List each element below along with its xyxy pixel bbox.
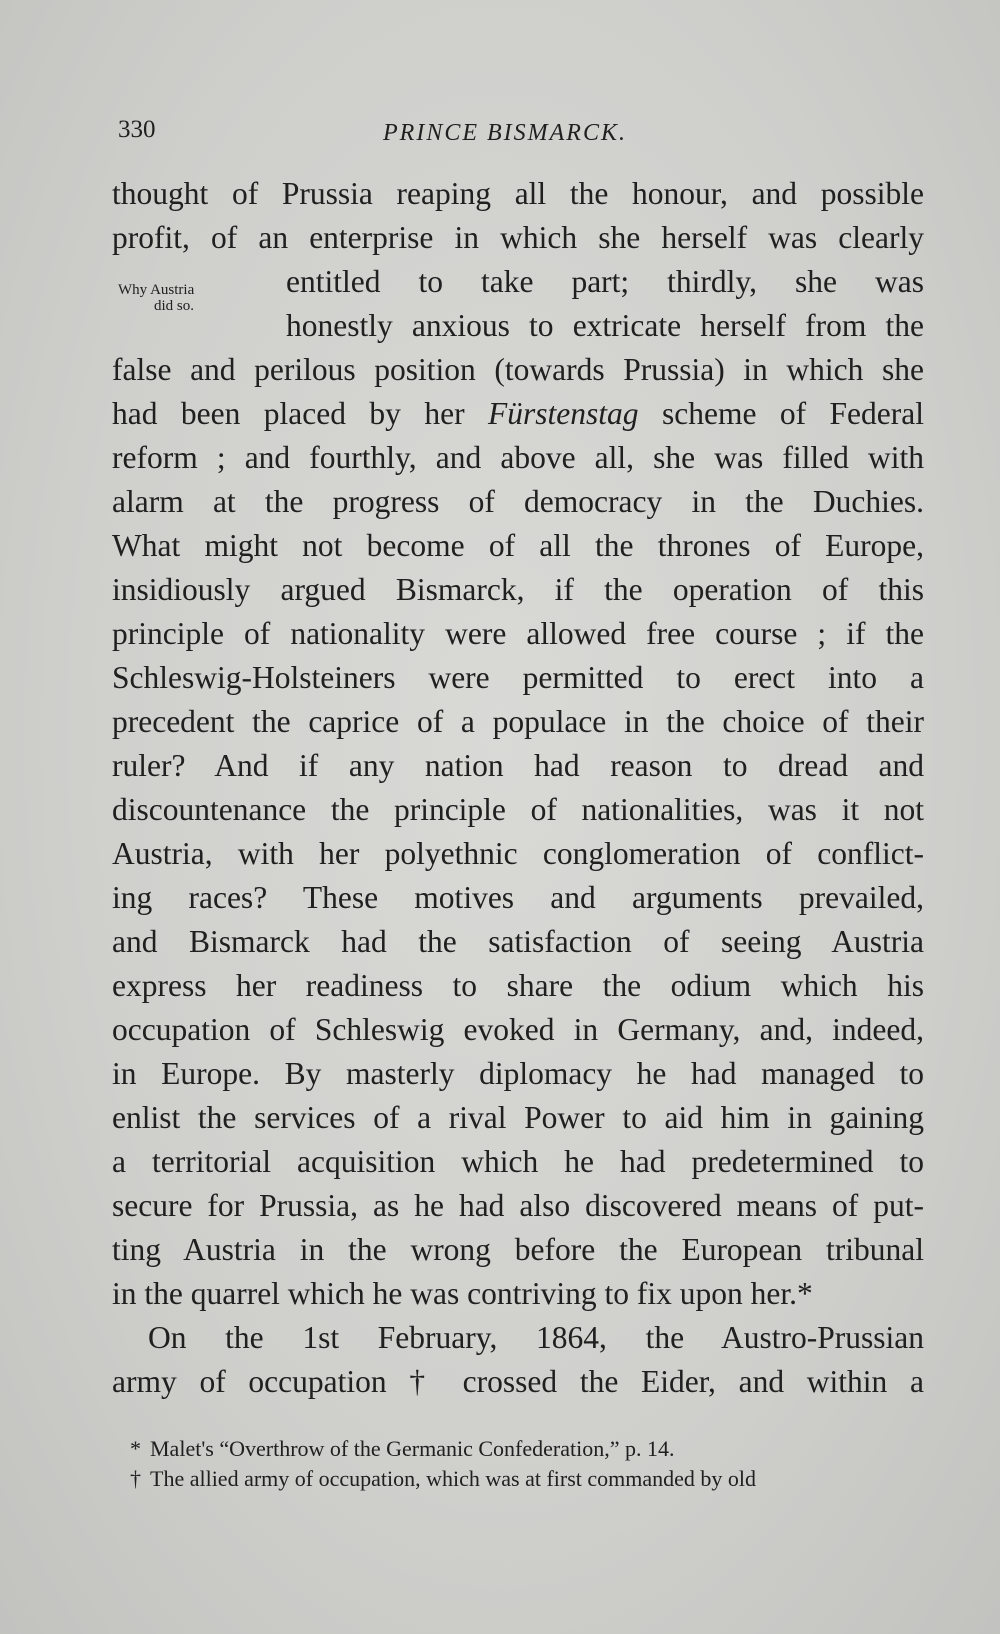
footnote bbox=[130, 1434, 910, 1464]
footnote-text: The allied army of occupation, which was at first commanded by old bbox=[150, 1466, 757, 1491]
text-line: secure for Prussia, as he had also discovered means of put- bbox=[112, 1188, 924, 1223]
margin-note-line: did so. bbox=[154, 298, 195, 314]
footnote bbox=[130, 1464, 910, 1494]
text-fragment: scheme of Federal bbox=[661, 396, 924, 431]
text-line: insidiously argued Bismarck, if the operation of this bbox=[112, 572, 924, 607]
text-line: ruler? And if any nation had reason to dread and bbox=[112, 748, 924, 783]
text-line: principle of nationality were allowed free course ; if the bbox=[112, 616, 924, 651]
text-line: Austria, with her polyethnic conglomeration of conflict- bbox=[112, 836, 924, 871]
text-line: honestly anxious to extricate herself from the bbox=[286, 308, 924, 343]
text-line: ting Austria in the wrong before the European tribunal bbox=[112, 1232, 924, 1267]
body-text bbox=[112, 172, 924, 1404]
text-line: a territorial acquisition which he had predetermined to bbox=[112, 1144, 924, 1179]
text-line: discountenance the principle of nationalities, was it not bbox=[112, 792, 924, 827]
text-line: precedent the caprice of a populace in the choice of their bbox=[112, 704, 924, 739]
text-line: Schleswig-Holsteiners were permitted to erect into a bbox=[112, 660, 924, 695]
text-line: profit, of an enterprise in which she herself was clearly bbox=[112, 220, 924, 255]
text-line: reform ; and fourthly, and above all, she was filled with bbox=[112, 440, 924, 475]
text-line: On the 1st February, 1864, the Austro-Prussian bbox=[148, 1320, 924, 1355]
text-line: and Bismarck had the satisfaction of seeing Austria bbox=[112, 924, 924, 959]
text-line: express her readiness to share the odium which his bbox=[112, 968, 924, 1003]
running-title: PRINCE BISMARCK. bbox=[383, 120, 627, 146]
text-line: false and perilous position (towards Prussia) in which she bbox=[112, 352, 924, 387]
text-line: entitled to take part; thirdly, she was bbox=[286, 264, 924, 299]
page-header bbox=[118, 116, 878, 156]
text-line: army of occupation † crossed the Eider, and within a bbox=[112, 1364, 924, 1399]
text-line: ing races? These motives and arguments prevailed, bbox=[112, 880, 924, 915]
text-line bbox=[112, 392, 924, 436]
margin-note-line: Why Austria bbox=[118, 282, 195, 298]
text-line: in the quarrel which he was contriving to fix upon her.* bbox=[112, 1276, 813, 1311]
page-number: 330 bbox=[118, 116, 156, 143]
text-line: occupation of Schleswig evoked in Germany, and, indeed, bbox=[112, 1012, 924, 1047]
text-line: in Europe. By masterly diplomacy he had managed to bbox=[112, 1056, 924, 1091]
text-line: thought of Prussia reaping all the honour, and possible bbox=[112, 176, 924, 211]
text-line: What might not become of all the thrones of Europe, bbox=[112, 528, 924, 563]
italic-term: Fürstenstag bbox=[488, 396, 639, 431]
text-line: enlist the services of a rival Power to aid him in gaining bbox=[112, 1100, 924, 1135]
text-line: alarm at the progress of democracy in the Duchies. bbox=[112, 484, 924, 519]
footnote-text: Malet's “Overthrow of the Germanic Confederation,” p. 14. bbox=[150, 1436, 675, 1461]
footnotes bbox=[130, 1434, 910, 1494]
text-fragment: had been placed by her bbox=[112, 396, 465, 431]
footnote-mark: † bbox=[130, 1466, 141, 1491]
footnote-mark: * bbox=[130, 1436, 141, 1461]
